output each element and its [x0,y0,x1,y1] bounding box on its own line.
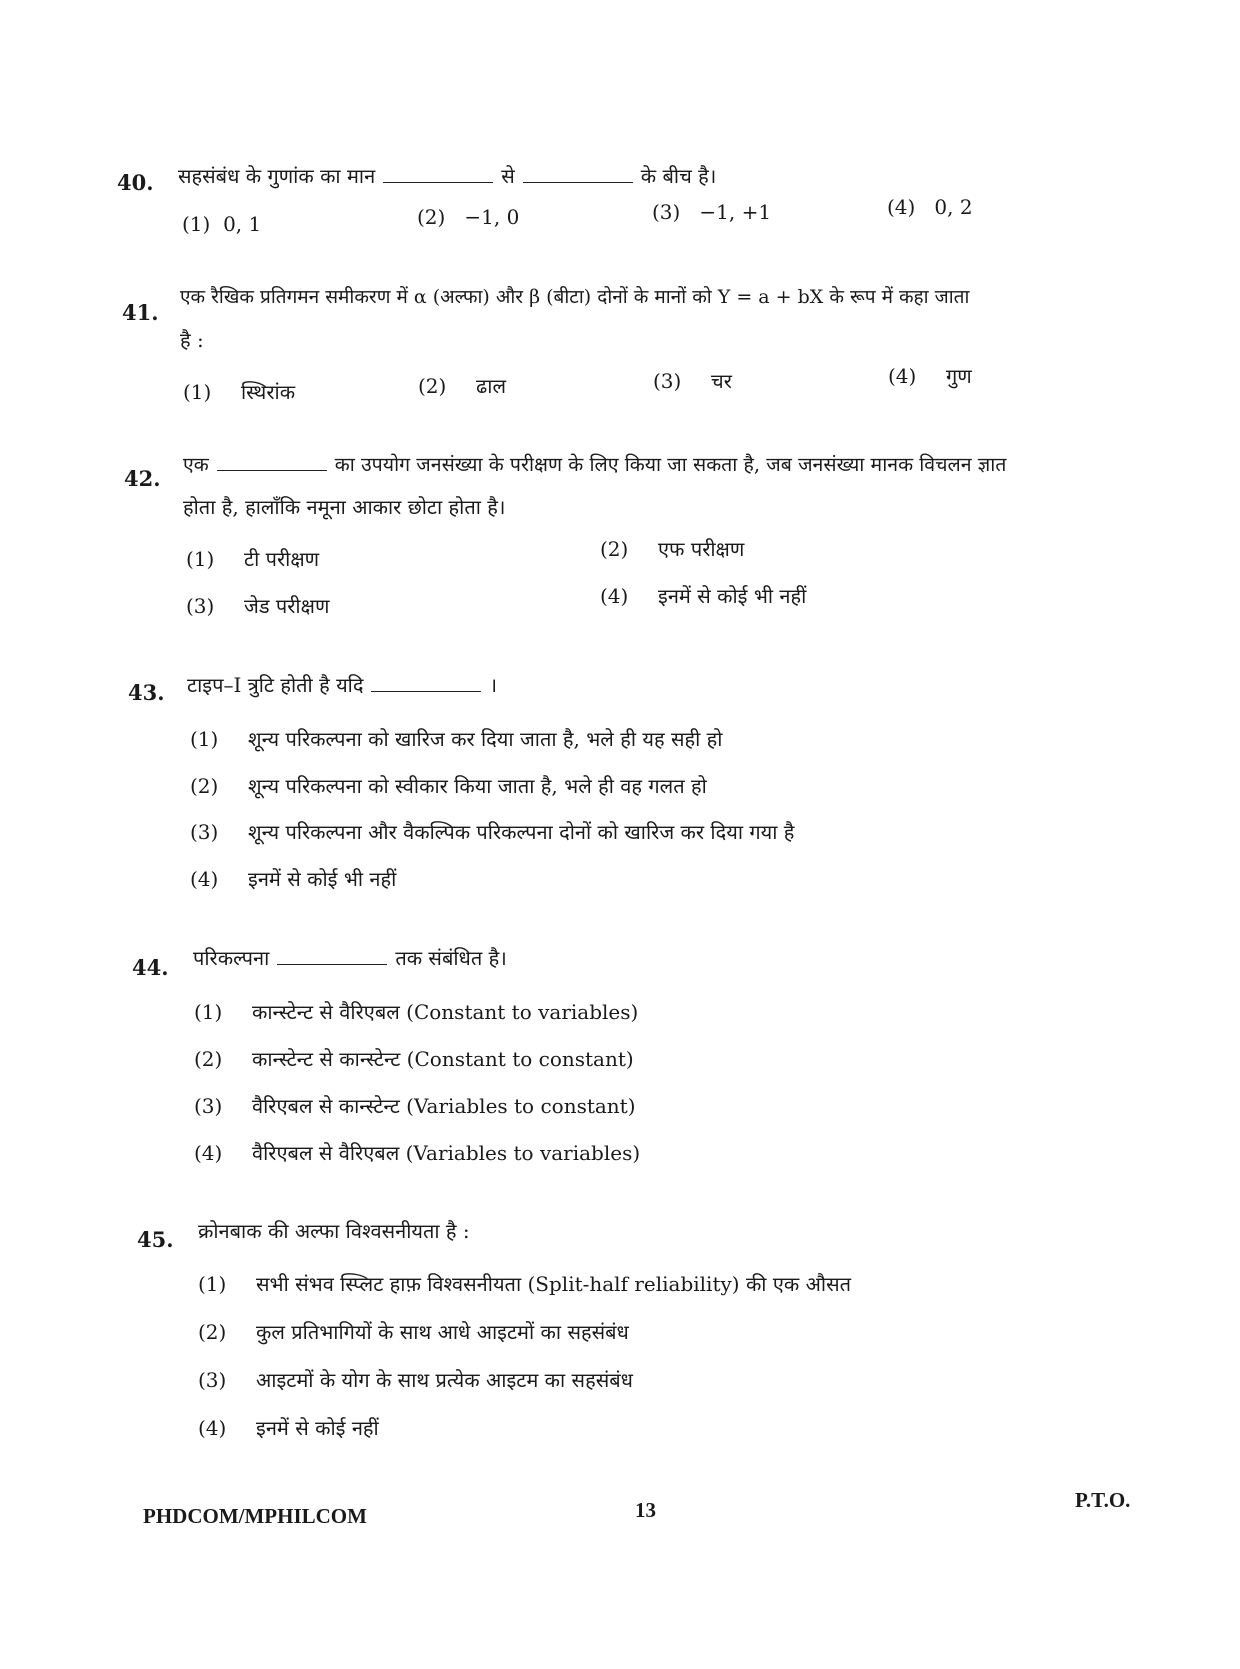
question-text: सहसंबंध के गुणांक का मान से के बीच है। [178,164,717,188]
question-text: टाइप–I त्रुटि होती है यदि । [187,673,498,697]
option: (4) इनमें से कोई भी नहीं [190,867,397,891]
answer-blank [217,469,327,471]
option: (2) शून्य परिकल्पना को स्वीकार किया जाता है, भले ही वह गलत हो [190,774,707,798]
option: (1) कान्स्टेन्ट से वैरिएबल (Constant to variables) [194,1000,639,1024]
option: (3) वैरिएबल से कान्स्टेन्ट (Variables to constant) [194,1094,636,1118]
paper-code: PHDCOM/MPHILCOM [143,1504,367,1528]
question-text: क्रोनबाक की अल्फा विश्वसनीयता है : [198,1219,470,1243]
option: (1) टी परीक्षण [186,547,320,571]
option: (2) कान्स्टेन्ट से कान्स्टेन्ट (Constant to constant) [194,1047,634,1071]
option: (4) गुण [888,364,972,388]
option: (4) इनमें से कोई भी नहीं [600,584,807,608]
option: (3) −1, +1 [652,200,772,224]
option: (1) शून्य परिकल्पना को खारिज कर दिया जाता है, भले ही यह सही हो [190,727,723,751]
option: (1) सभी संभव स्प्लिट हाफ़ विश्वसनीयता (Split-half reliability) की एक औसत [198,1272,851,1296]
page-number: 13 [635,1498,656,1522]
question-number: 45. [137,1227,174,1252]
answer-blank [523,181,633,183]
question-text: होता है, हालाँकि नमूना आकार छोटा होता है। [183,495,506,519]
option: (3) चर [653,369,732,393]
answer-blank [371,690,481,692]
question-text: एक का उपयोग जनसंख्या के परीक्षण के लिए किया जा सकता है, जब जनसंख्या मानक विचलन ज्ञात [183,453,1007,476]
answer-blank [383,181,493,183]
question-text: है : [180,328,204,352]
option: (1) 0, 1 [182,212,262,236]
question-number: 43. [128,680,165,705]
question-text: परिकल्पना तक संबंधित है। [193,946,507,970]
option: (4) 0, 2 [887,195,973,219]
option: (4) वैरिएबल से वैरिएबल (Variables to variables) [194,1141,641,1165]
question-number: 40. [117,170,154,195]
option: (1) स्थिरांक [183,380,296,404]
option: (2) ढाल [418,374,506,398]
option: (2) एफ परीक्षण [600,537,745,561]
option: (2) −1, 0 [417,205,520,229]
question-text: एक रैखिक प्रतिगमन समीकरण में α (अल्फा) और β (बीटा) दोनों के मानों को Y = a + bX के रूप में कहा जाता [180,286,970,308]
question-number: 44. [132,955,169,980]
question-number: 42. [124,466,161,491]
question-number: 41. [122,300,159,325]
option: (2) कुल प्रतिभागियों के साथ आधे आइटमों का सहसंबंध [198,1320,629,1344]
answer-blank [277,963,387,965]
option: (3) शून्य परिकल्पना और वैकल्पिक परिकल्पना दोनों को खारिज कर दिया गया है [190,820,795,844]
option: (4) इनमें से कोई नहीं [198,1416,379,1440]
option: (3) आइटमों के योग के साथ प्रत्येक आइटम का सहसंबंध [198,1368,633,1392]
option: (3) जेड परीक्षण [186,594,330,618]
pto-label: P.T.O. [1075,1488,1131,1512]
